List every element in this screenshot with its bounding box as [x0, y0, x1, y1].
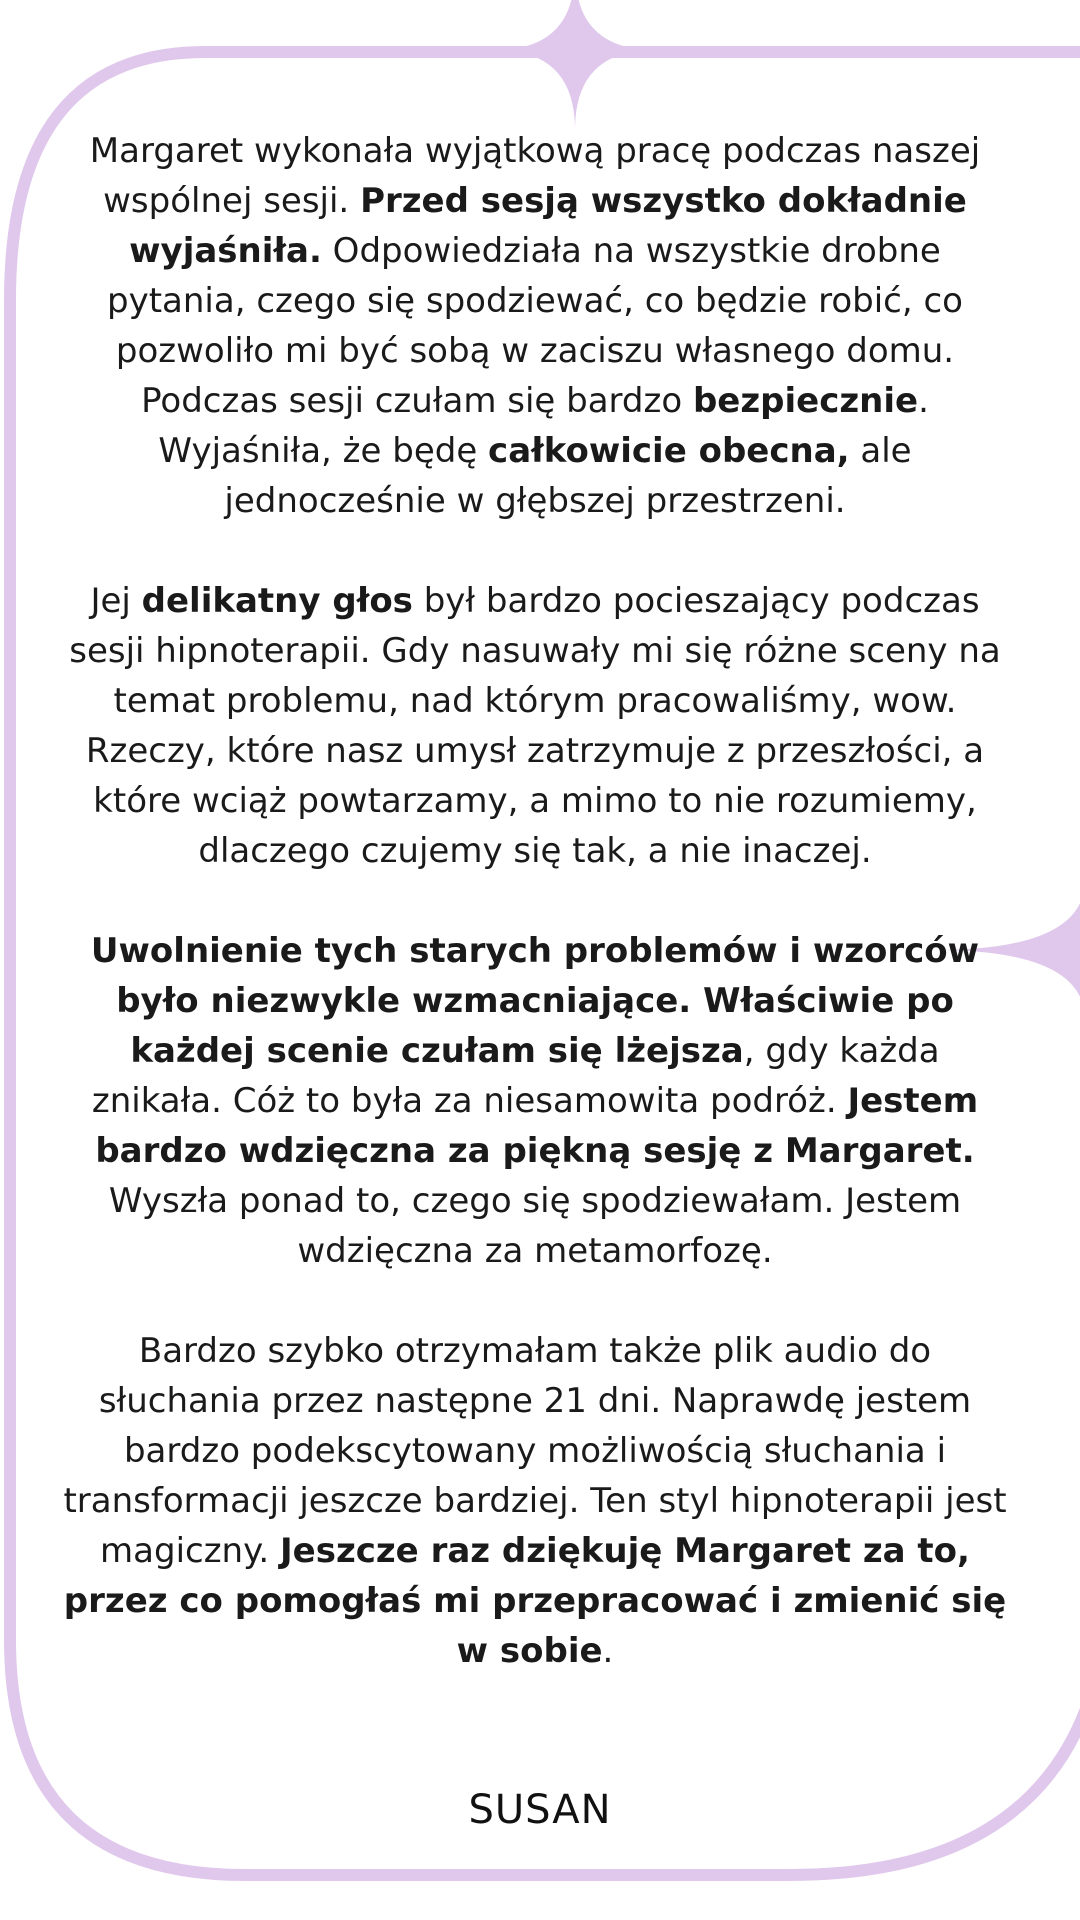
body-text: ale jednocześnie w głębszej przestrzeni. — [224, 431, 912, 521]
body-text: Margaret wykonała wyjątkową pracę podczas naszej wspólnej sesji. — [89, 131, 981, 221]
testimonial-paragraph — [60, 1326, 1010, 1676]
body-text: , gdy każda znikała. Cóż to była za niesamowita podróż. — [91, 1031, 940, 1121]
body-text: . — [602, 1631, 614, 1671]
body-text: . Wyjaśniła, że będę — [158, 381, 929, 471]
body-text: Wyszła ponad to, czego się spodziewałam. Jestem wdzięczna za metamorfozę. — [108, 1181, 962, 1271]
body-text: był bardzo pocieszający podczas sesji hipnoterapii. Gdy nasuwały mi się różne sceny na temat problemu, nad którym pracowaliśmy, wow. Rzeczy, które nasz umysł zatrzymuje z przeszłości, a które wciąż powtarzamy, a mimo to nie rozumiemy, dlaczego czujemy się tak, a nie inaczej. — [69, 581, 1001, 871]
emphasized-text: Jeszcze raz dziękuję Margaret za to, przez co pomogłaś mi przepracować i zmienić się w sobie — [63, 1531, 1007, 1671]
body-text: Odpowiedziała na wszystkie drobne pytania, czego się spodziewać, co będzie robić, co pozwoliło mi być sobą w zaciszu własnego domu. Podczas sesji czułam się bardzo — [107, 231, 963, 421]
emphasized-text: Jestem bardzo wdzięczna za piękną sesję z Margaret. — [95, 1081, 979, 1171]
emphasized-text: całkowicie obecna, — [488, 431, 850, 471]
emphasized-text: delikatny głos — [141, 581, 413, 621]
testimonial-text — [60, 126, 1010, 1726]
body-text: Bardzo szybko otrzymałam także plik audio do słuchania przez następne 21 dni. Naprawdę jestem bardzo podekscytowany możliwością słuchania i transformacji jeszcze bardziej. Ten styl hipnoterapii jest magiczny. — [63, 1331, 1007, 1571]
testimonial-paragraph — [60, 126, 1010, 526]
testimonial-paragraph — [60, 926, 1010, 1276]
emphasized-text: Uwolnienie tych starych problemów i wzorców było niezwykle wzmacniające. Właściwie po każdej scenie czułam się lżejsza — [90, 931, 980, 1071]
body-text: Jej — [90, 581, 142, 621]
emphasized-text: Przed sesją wszystko dokładnie wyjaśniła. — [129, 181, 967, 271]
sparkle-top-icon — [495, 0, 655, 130]
testimonial-paragraph — [60, 576, 1010, 876]
signature-name: SUSAN — [468, 1787, 612, 1833]
emphasized-text: bezpiecznie — [692, 381, 919, 421]
